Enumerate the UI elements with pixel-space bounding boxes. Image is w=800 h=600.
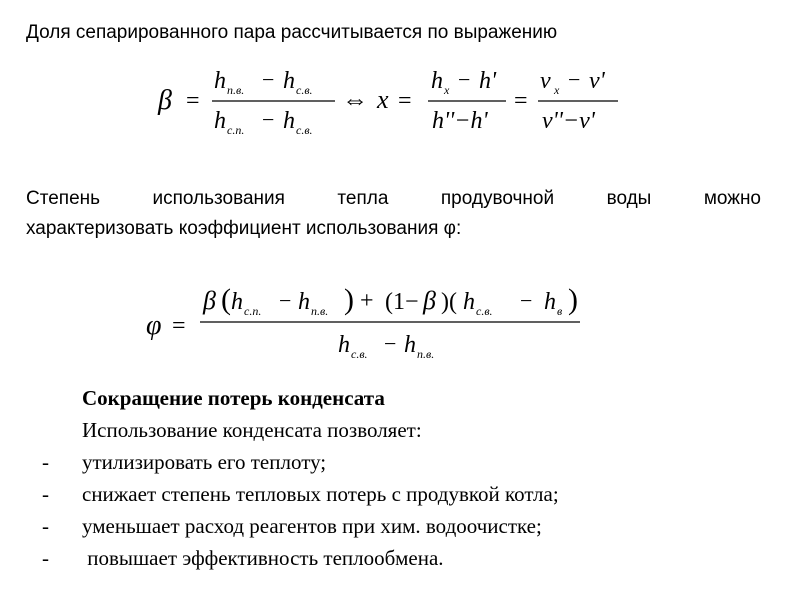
frac2-num-minus: − <box>458 67 471 92</box>
list-item-text: снижает степень тепловых потерь с продувкой котла; <box>82 482 559 506</box>
section-title-condensate: Сокращение потерь конденсата <box>82 386 385 410</box>
equals-sign: = <box>186 88 200 114</box>
frac1-den-minus: − <box>262 107 275 132</box>
list-item <box>42 514 49 539</box>
section-intro: Использование конденсата позволяет: <box>82 418 422 442</box>
den-h2: h <box>404 332 416 358</box>
paragraph-blowdown-line2: характеризовать коэффициент использования φ: <box>26 218 462 239</box>
phi-symbol: φ <box>146 310 162 341</box>
num-beta: β <box>203 286 216 315</box>
heading-separated-steam: Доля сепарированного пара рассчитывается по выражению <box>26 22 558 43</box>
num-paren-close-3: ) <box>568 283 578 316</box>
frac1-num-sub2: с.в. <box>296 83 313 97</box>
num-one-minus: (1− <box>385 289 419 315</box>
word: можно <box>703 188 761 209</box>
equals-sign-2: = <box>398 88 412 114</box>
list-item <box>42 546 49 571</box>
frac3-num-v2: ν' <box>589 68 605 94</box>
formula-heat-utilization-coefficient <box>0 275 800 365</box>
equals-sign-phi: = <box>172 313 186 339</box>
bullet-dash: - <box>42 450 49 474</box>
x-symbol: x <box>377 85 389 114</box>
num-h1: h <box>231 289 243 315</box>
bullet-dash: - <box>42 482 49 506</box>
frac1-num-h1: h <box>214 68 226 94</box>
frac3-num-v1: ν <box>540 68 551 94</box>
num-sub2: п.в. <box>311 304 329 318</box>
equals-sign-3: = <box>514 88 528 114</box>
frac2-num-h1: h <box>431 68 443 94</box>
frac1-den-sub2: с.в. <box>296 123 313 137</box>
bullet-dash: - <box>42 514 49 538</box>
num-plus: + <box>360 288 374 314</box>
num-h4: h <box>544 289 556 315</box>
num-paren-mid: )( <box>441 289 457 315</box>
word: продувочной <box>440 188 555 209</box>
list-item-text: повышает эффективность теплообмена. <box>82 546 444 570</box>
formula-separated-steam-fraction <box>0 55 800 145</box>
list-item-text: утилизировать его теплоту; <box>82 450 327 474</box>
den-h1: h <box>338 332 350 358</box>
frac3-den: ν''−ν' <box>542 108 595 134</box>
bullet-dash: - <box>42 546 49 570</box>
num-sub1: с.п. <box>244 304 262 318</box>
frac2-num-h2: h' <box>479 68 497 94</box>
frac2-den: h''−h' <box>432 108 488 134</box>
word: воды <box>606 188 652 209</box>
word: Степень <box>26 188 101 209</box>
frac3-num-minus: − <box>568 67 581 92</box>
frac2-num-sub: x <box>444 83 450 97</box>
num-beta-2: β <box>423 286 436 315</box>
beta-symbol: β <box>158 85 172 116</box>
word: использования <box>152 188 285 209</box>
frac3-num-sub: x <box>554 83 560 97</box>
den-sub2: п.в. <box>417 347 435 361</box>
num-minus-2: − <box>520 288 533 313</box>
num-paren-open-1: ( <box>221 283 231 316</box>
den-minus: − <box>384 331 397 356</box>
num-sub3: с.в. <box>476 304 493 318</box>
frac1-den-h2: h <box>283 108 295 134</box>
num-paren-close-1: ) <box>344 283 354 316</box>
word: тепла <box>337 188 389 209</box>
list-item <box>42 482 49 507</box>
num-sub4: в <box>557 304 563 318</box>
list-item <box>42 450 49 475</box>
den-sub1: с.в. <box>351 347 368 361</box>
frac1-num-h2: h <box>283 68 295 94</box>
frac1-den-h1: h <box>214 108 226 134</box>
frac1-num-sub1: п.в. <box>227 83 245 97</box>
num-minus-1: − <box>279 288 292 313</box>
paragraph-blowdown-line1 <box>26 188 761 210</box>
list-item-text: уменьшает расход реагентов при хим. водоочистке; <box>82 514 542 538</box>
num-h3: h <box>463 289 475 315</box>
frac1-den-sub1: с.п. <box>227 123 245 137</box>
num-h2: h <box>298 289 310 315</box>
equivalence-arrow: ⇔ <box>342 85 368 114</box>
frac1-num-minus: − <box>262 67 275 92</box>
